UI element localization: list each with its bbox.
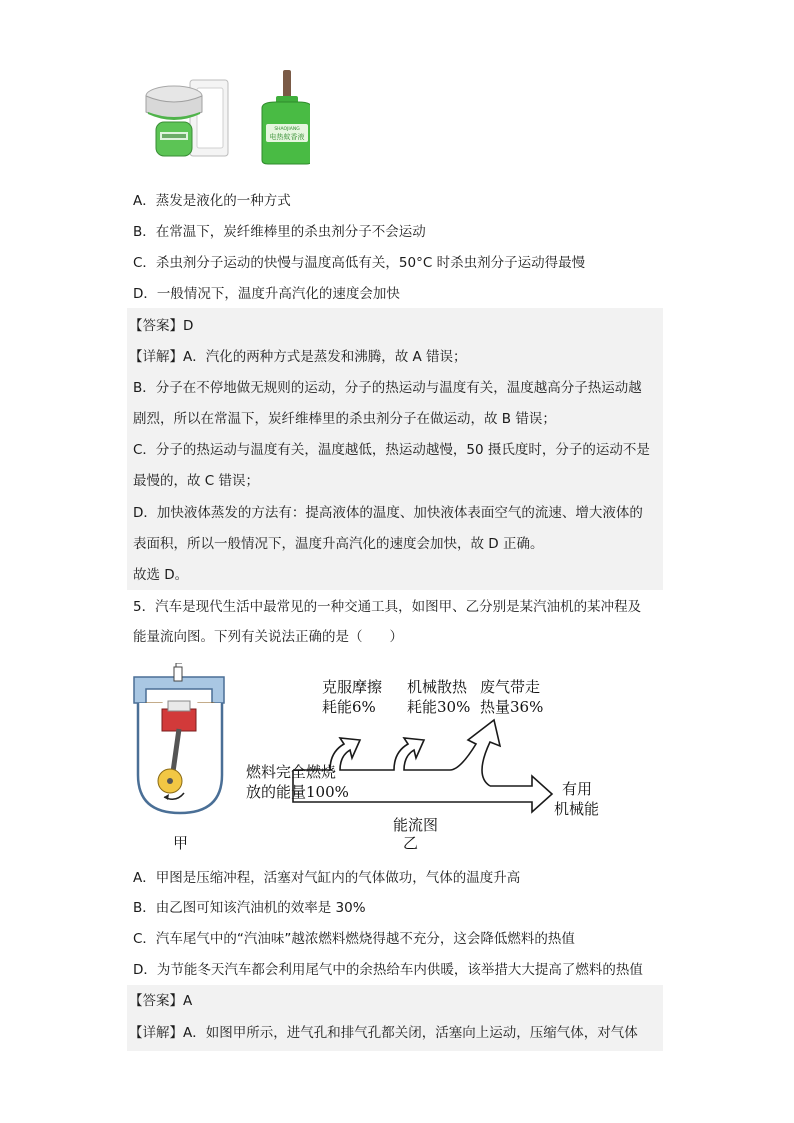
q5-stem-line-2: 能量流向图。下列有关说法正确的是（ ） [133,629,403,645]
flow-output-label-2: 机械能 [554,800,600,818]
figure-yi-label: 乙 [403,834,419,852]
flow-input-label-2: 放的能量100% [246,783,349,801]
q4-detail-line-8: 故选 D。 [133,567,189,583]
flow-heat-label-2: 耗能30% [407,698,471,716]
q4-detail-line-5: 最慢的，故 C 错误； [133,473,260,489]
q4-option-b: B．在常温下，炭纤维棒里的杀虫剂分子不会运动 [133,224,426,240]
flow-friction-label-1: 克服摩擦 [322,678,383,696]
flow-heat-label-1: 机械散热 [407,678,468,696]
q4-detail-line-2: B．分子在不停地做无规则的运动，分子的热运动与温度有关，温度越高分子热运动越 [133,380,642,396]
q4-answer: 【答案】D [129,318,194,334]
q4-detail-line-4: C．分子的热运动与温度有关，温度越低，热运动越慢，50 摄氏度时，分子的运动不是 [133,442,650,458]
refill-bottle [262,70,310,164]
flow-input-label-1: 燃料完全燃烧 [246,763,337,781]
product-images [140,66,310,166]
q5-option-d: D．为节能冬天汽车都会利用尾气中的余热给车内供暖，该举措大大提高了燃料的热值 [133,962,643,978]
flow-friction-label-2: 耗能6% [322,698,376,716]
q5-detail-line-1: 【详解】A．如图甲所示，进气孔和排气孔都关闭，活塞向上运动，压缩气体，对气体 [129,1025,638,1041]
q5-answer: 【答案】A [129,993,193,1009]
q4-detail-line-6: D．加快液体蒸发的方法有：提高液体的温度、加快液体表面空气的流速、增大液体的 [133,505,643,521]
bottle-brand-text: SHAOJIANG [274,127,300,132]
flow-exhaust-label-1: 废气带走 [480,678,541,696]
spark-plug [174,667,182,681]
flow-exhaust-label-2: 热量36% [480,698,544,716]
bottle-label-text: 电热蚊香液 [269,133,305,141]
q5-option-a: A．甲图是压缩冲程，活塞对气缸内的气体做功，气体的温度升高 [133,870,521,886]
q4-option-a: A．蒸发是液化的一种方式 [133,193,291,209]
q4-detail-line-1: 【详解】A．汽化的两种方式是蒸发和沸腾，故 A 错误； [129,349,467,365]
q5-option-b: B．由乙图可知该汽油机的效率是 30% [133,900,366,916]
piston [162,709,196,731]
q4-detail-line-7: 表面积，所以一般情况下，温度升高汽化的速度会加快，故 D 正确。 [133,536,544,552]
q5-stem-line-1: 5．汽车是现代生活中最常见的一种交通工具，如图甲、乙分别是某汽油机的某冲程及 [133,599,642,615]
q5-option-c: C．汽车尾气中的“汽油味”越浓燃料燃烧得越不充分，这会降低燃料的热值 [133,931,575,947]
flow-caption: 能流图 [393,816,439,834]
flow-output-label-1: 有用 [562,780,593,798]
q4-detail-line-3: 剧烈，所以在常温下，炭纤维棒里的杀虫剂分子在做运动，故 B 错误； [133,411,556,427]
figure-jia-label: 甲 [173,834,189,852]
q4-option-c: C．杀虫剂分子运动的快慢与温度高低有关，50°C 时杀虫剂分子运动得最慢 [133,255,586,271]
q4-option-d: D．一般情况下，温度升高汽化的速度会加快 [133,286,400,302]
engine-diagram [128,663,238,823]
